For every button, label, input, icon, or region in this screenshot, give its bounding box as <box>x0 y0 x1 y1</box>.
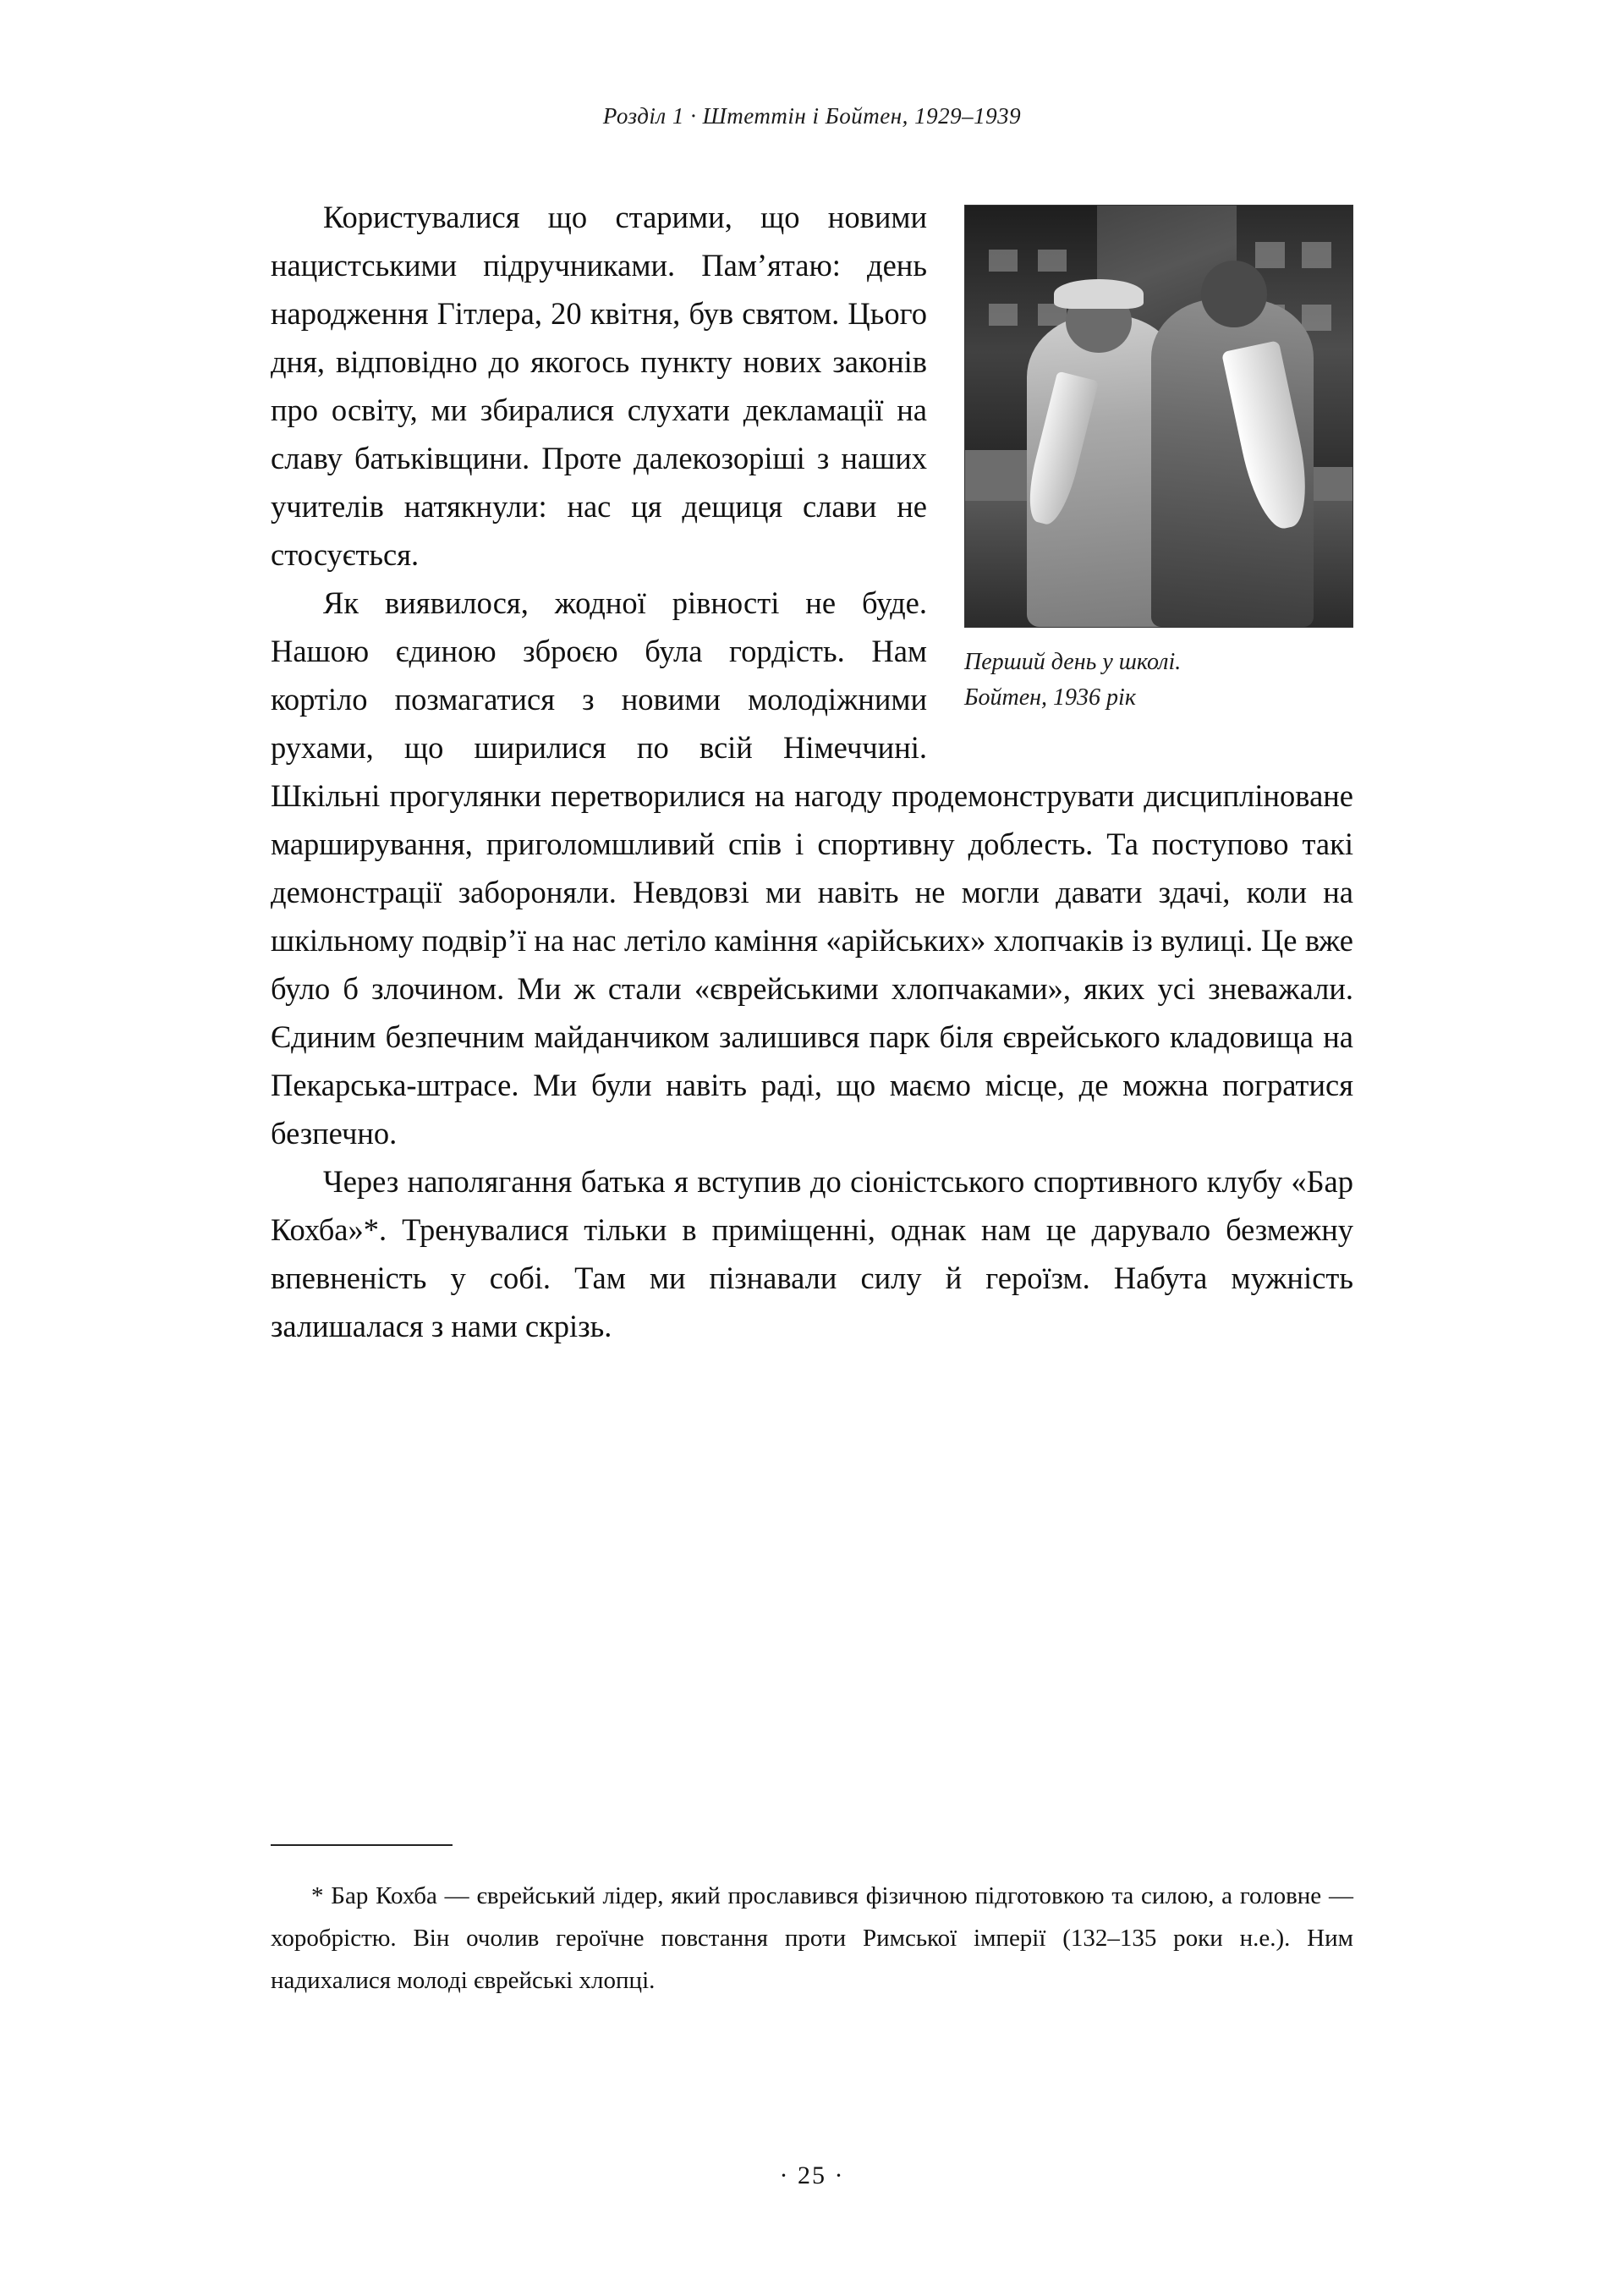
paragraph-2: Як виявилося, жодної рівності не буде. Нашою єдиною зброєю була гордість. Нам кортіло позмагатися з новими молодіжними рухами, що ширилися по всій Німеччині. Шкільні прогулянки перетворилися на нагоду продемонструвати дисципліноване марширування, приголомшливий спів і спортивну доблесть. Та поступово такі демонстрації забороняли. Невдовзі ми навіть не могли давати здачі, коли на шкільному подвір’ї на нас летіло каміння «арійських» хлопчаків із вулиці. Це вже було б злочином. Ми ж стали «єврейськими хлопчаками», яких усі зневажали. Єдиним безпечним майданчиком залишився парк біля єврейського кладовища на Пекарська-штрасе. Ми були навіть раді, що маємо місце, де можна погратися безпечно. <box>271 585 1353 1151</box>
running-head: Розділ 1 · Штеттін і Бойтен, 1929–1939 <box>602 103 1022 129</box>
photo-boy-right-head <box>1201 261 1267 328</box>
paragraph-3: Через наполягання батька я вступив до сіоністського спортивного клубу «Бар Кохба»*. Тренувалися тільки в приміщенні, однак нам це дарувало безмежну впевненість у собі. Там ми пізнавали силу й героїзм. Набута мужність залишалася з нами скрізь. <box>271 1164 1353 1343</box>
page-body <box>271 193 1353 1350</box>
paragraph-1: Користувалися що старими, що новими нацистськими підручниками. Пам’ятаю: день народження Гітлера, 20 квітня, був святом. Цього дня, відповідно до якогось пункту нових законів про освіту, ми збиралися слухати декламації на славу батьківщини. Проте далекозоріші з наших учителів натякнули: нас ця дещиця слави не стосується. <box>271 200 927 572</box>
figure-first-school-day <box>964 205 1353 716</box>
figure-caption-line-2: Бойтен, 1936 рік <box>964 684 1136 711</box>
figure-caption-line-1: Перший день у школі. <box>964 649 1182 675</box>
footnote-body: * Бар Кохба — єврейський лідер, який прославився фізичною підготовкою та силою, а головне — хоробрістю. Він очолив героїчне повстання проти Римської імперії (132–135 роки н.е.). Ним надихалися молоді єврейські хлопці. <box>271 1882 1353 1994</box>
footnote-text <box>271 1875 1353 2002</box>
page-number: · 25 · <box>779 2161 845 2189</box>
photo-two-boys <box>964 205 1353 628</box>
figure-caption <box>964 645 1353 716</box>
photo-boy-left-cap <box>1054 279 1143 309</box>
footnote-separator <box>271 1844 453 1846</box>
footnote-area <box>271 1844 1353 2002</box>
